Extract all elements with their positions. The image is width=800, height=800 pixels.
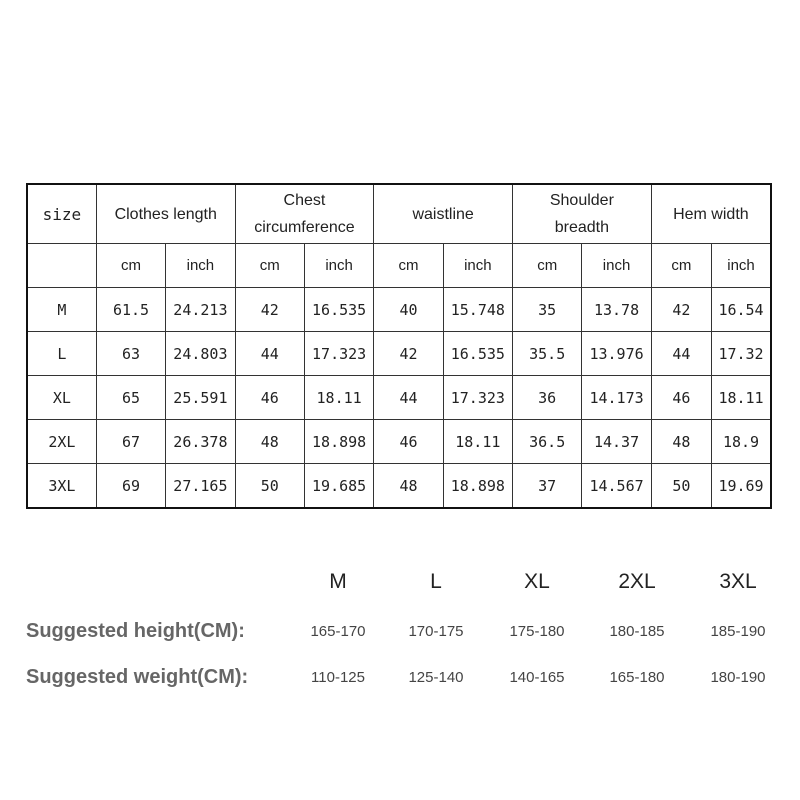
table-row (27, 420, 771, 464)
table-cell: 61.5 (96, 288, 165, 332)
table-cell: 69 (96, 464, 165, 509)
table-cell: 48 (235, 420, 304, 464)
rec-size-l: L (430, 570, 442, 593)
table-cell: 17.323 (443, 376, 512, 420)
table-cell: 18.11 (443, 420, 512, 464)
table-cell: 40 (374, 288, 443, 332)
suggested-height-label: Suggested height(CM): (26, 620, 245, 642)
row-size: 2XL (27, 420, 96, 464)
unit-cell: inch (443, 244, 512, 288)
unit-cell: inch (304, 244, 373, 288)
table-cell: 36.5 (513, 420, 582, 464)
table-cell: 17.323 (304, 332, 373, 376)
table-cell: 14.567 (582, 464, 651, 509)
table-cell: 18.9 (712, 420, 771, 464)
rec-size-2xl: 2XL (618, 570, 656, 593)
table-cell: 16.535 (304, 288, 373, 332)
header-chest-label: Chest circumference (254, 192, 355, 236)
height-value: 185-190 (710, 623, 766, 640)
table-cell: 24.213 (166, 288, 235, 332)
unit-cell: inch (712, 244, 771, 288)
weight-value: 140-165 (509, 669, 565, 686)
rec-size-xl: XL (524, 570, 550, 593)
weight-value: 180-190 (710, 669, 766, 686)
unit-cell: cm (96, 244, 165, 288)
table-cell: 35.5 (513, 332, 582, 376)
row-size: M (27, 288, 96, 332)
height-value: 180-185 (609, 623, 665, 640)
header-hem-label: Hem width (673, 205, 749, 223)
table-cell: 46 (651, 376, 711, 420)
table-cell: 42 (374, 332, 443, 376)
table-row (27, 376, 771, 420)
table-row (27, 332, 771, 376)
size-chart-table (26, 183, 772, 509)
weight-value: 165-180 (609, 669, 665, 686)
table-cell: 26.378 (166, 420, 235, 464)
table-cell: 25.591 (166, 376, 235, 420)
table-cell: 15.748 (443, 288, 512, 332)
header-shoulder (513, 184, 652, 244)
unit-cell: cm (374, 244, 443, 288)
rec-size-3xl: 3XL (719, 570, 757, 593)
table-cell: 16.54 (712, 288, 771, 332)
table-cell: 27.165 (166, 464, 235, 509)
header-clothes-length (96, 184, 235, 244)
table-cell: 16.535 (443, 332, 512, 376)
unit-row (27, 244, 771, 288)
table-cell: 13.976 (582, 332, 651, 376)
unit-cell: cm (235, 244, 304, 288)
table-cell: 46 (374, 420, 443, 464)
table-cell: 35 (513, 288, 582, 332)
table-cell: 14.173 (582, 376, 651, 420)
header-shoulder-label: Shoulder breadth (549, 192, 614, 236)
table-cell: 48 (651, 420, 711, 464)
table-cell: 67 (96, 420, 165, 464)
weight-value: 110-125 (311, 669, 365, 686)
header-row (27, 184, 771, 244)
unit-cell: cm (651, 244, 711, 288)
table-cell: 65 (96, 376, 165, 420)
table-cell: 18.898 (443, 464, 512, 509)
table-cell: 36 (513, 376, 582, 420)
suggested-weight-label: Suggested weight(CM): (26, 666, 249, 688)
table-cell: 18.898 (304, 420, 373, 464)
table-cell: 18.11 (712, 376, 771, 420)
row-size: XL (27, 376, 96, 420)
header-clothes-length-label: Clothes length (114, 205, 217, 223)
table-cell: 50 (235, 464, 304, 509)
header-hem (651, 184, 771, 244)
weight-value: 125-140 (408, 669, 464, 686)
table-cell: 46 (235, 376, 304, 420)
table-cell: 19.69 (712, 464, 771, 509)
unit-cell: cm (513, 244, 582, 288)
unit-cell: inch (166, 244, 235, 288)
height-value: 175-180 (509, 623, 565, 640)
table-cell: 42 (235, 288, 304, 332)
table-cell: 44 (374, 376, 443, 420)
row-size: 3XL (27, 464, 96, 509)
table-cell: 44 (651, 332, 711, 376)
rec-size-m: M (329, 570, 347, 593)
table-cell: 50 (651, 464, 711, 509)
table-cell: 37 (513, 464, 582, 509)
header-waistline (374, 184, 513, 244)
unit-cell: inch (582, 244, 651, 288)
table-cell: 14.37 (582, 420, 651, 464)
table-cell: 19.685 (304, 464, 373, 509)
header-size: size (27, 184, 96, 244)
table-cell: 48 (374, 464, 443, 509)
table-cell: 24.803 (166, 332, 235, 376)
height-value: 170-175 (408, 623, 464, 640)
table-cell: 17.32 (712, 332, 771, 376)
row-size: L (27, 332, 96, 376)
unit-blank (27, 244, 96, 288)
table-cell: 13.78 (582, 288, 651, 332)
table-cell: 18.11 (304, 376, 373, 420)
height-value: 165-170 (310, 623, 366, 640)
header-waistline-label: waistline (412, 205, 474, 223)
table-cell: 42 (651, 288, 711, 332)
header-chest (235, 184, 374, 244)
table-row (27, 464, 771, 509)
table-cell: 63 (96, 332, 165, 376)
table-cell: 44 (235, 332, 304, 376)
table-row (27, 288, 771, 332)
